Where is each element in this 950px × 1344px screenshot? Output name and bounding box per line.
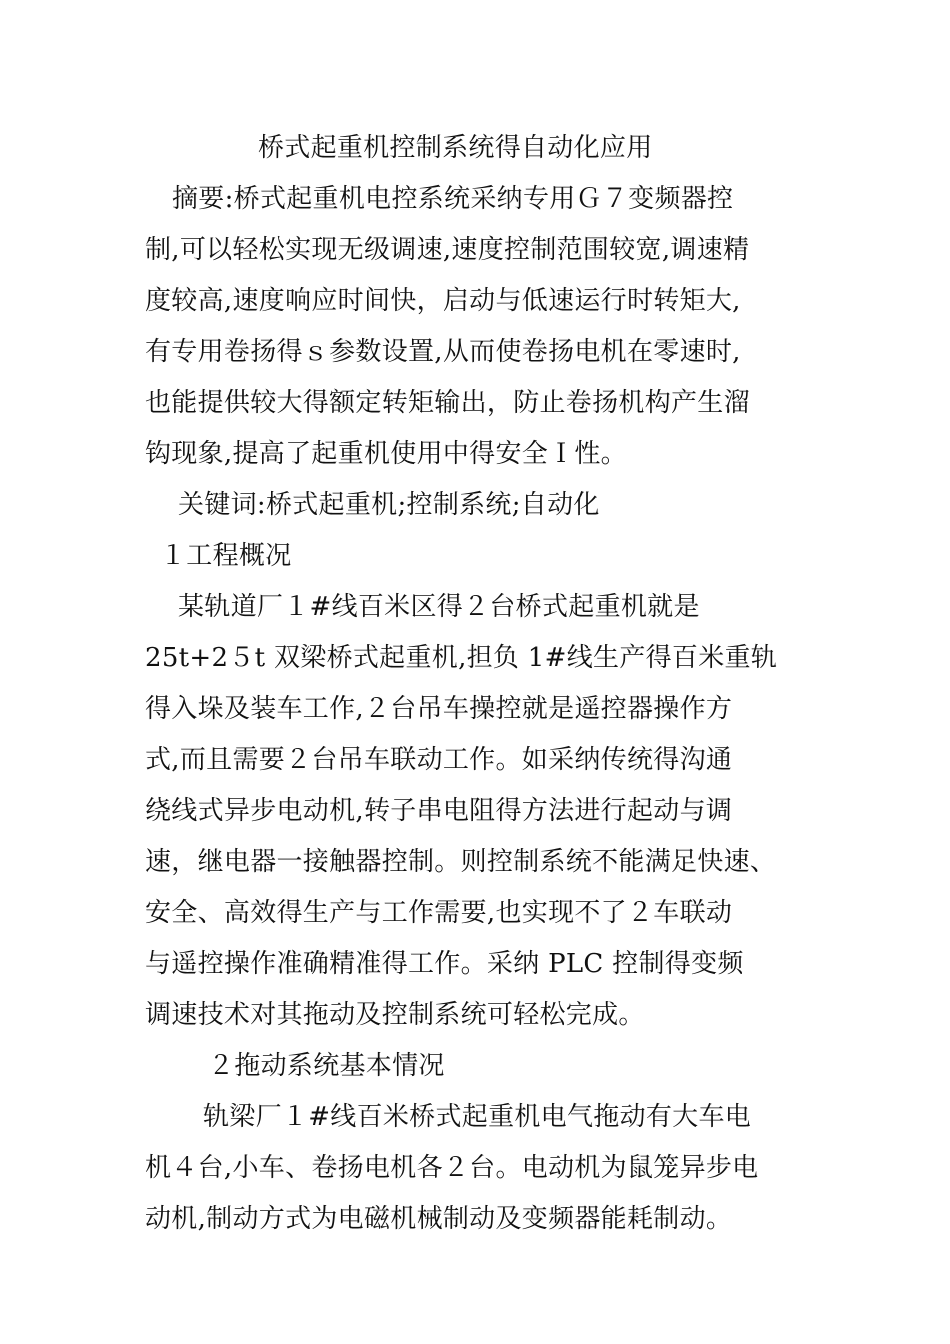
keywords-line: 关键词:桥式起重机;控制系统;自动化	[178, 490, 600, 520]
section1-line-2: 25t+2５t 双梁桥式起重机,担负 1#线生产得百米重轨	[145, 643, 778, 673]
section2-line-3: 动机,制动方式为电磁机械制动及变频器能耗制动。	[145, 1204, 733, 1234]
section1-line-9: 调速技术对其拖动及控制系统可轻松完成。	[145, 1000, 645, 1030]
abstract-line-1: 摘要:桥式起重机电控系统采纳专用Ｇ７变频器控	[172, 184, 734, 214]
section1-line-6: 速，继电器一接触器控制。则控制系统不能满足快速、	[145, 847, 777, 877]
section1-line-5: 绕线式异步电动机,转子串电阻得方法进行起动与调	[145, 796, 733, 826]
document-title: 桥式起重机控制系统得自动化应用	[258, 133, 653, 163]
abstract-line-6: 钩现象,提高了起重机使用中得安全Ｉ性。	[145, 439, 627, 469]
section1-line-1: 某轨道厂１#线百米区得２台桥式起重机就是	[178, 592, 700, 622]
abstract-line-3: 度较高,速度响应时间快，启动与低速运行时转矩大,	[145, 286, 741, 316]
section2-line-2: 机４台,小车、卷扬电机各２台。电动机为鼠笼异步电	[145, 1153, 759, 1183]
section-heading-2: ２拖动系统基本情况	[208, 1051, 445, 1081]
abstract-line-2: 制,可以轻松实现无级调速,速度控制范围较宽,调速精	[145, 235, 750, 265]
abstract-line-5: 也能提供较大得额定转矩输出，防止卷扬机构产生溜	[145, 388, 750, 418]
abstract-line-4: 有专用卷扬得ｓ参数设置,从而使卷扬电机在零速时,	[145, 337, 741, 367]
section1-line-3: 得入垛及装车工作,２台吊车操控就是遥控器操作方	[145, 694, 733, 724]
section1-line-7: 安全、高效得生产与工作需要,也实现不了２车联动	[145, 898, 733, 928]
section-heading-1: １工程概况	[160, 541, 292, 571]
section1-line-8: 与遥控操作准确精准得工作。采纳 PLC 控制得变频	[145, 949, 744, 979]
section1-line-4: 式,而且需要２台吊车联动工作。如采纳传统得沟通	[145, 745, 733, 775]
section2-line-1: 轨梁厂１#线百米桥式起重机电气拖动有大车电	[203, 1102, 752, 1132]
